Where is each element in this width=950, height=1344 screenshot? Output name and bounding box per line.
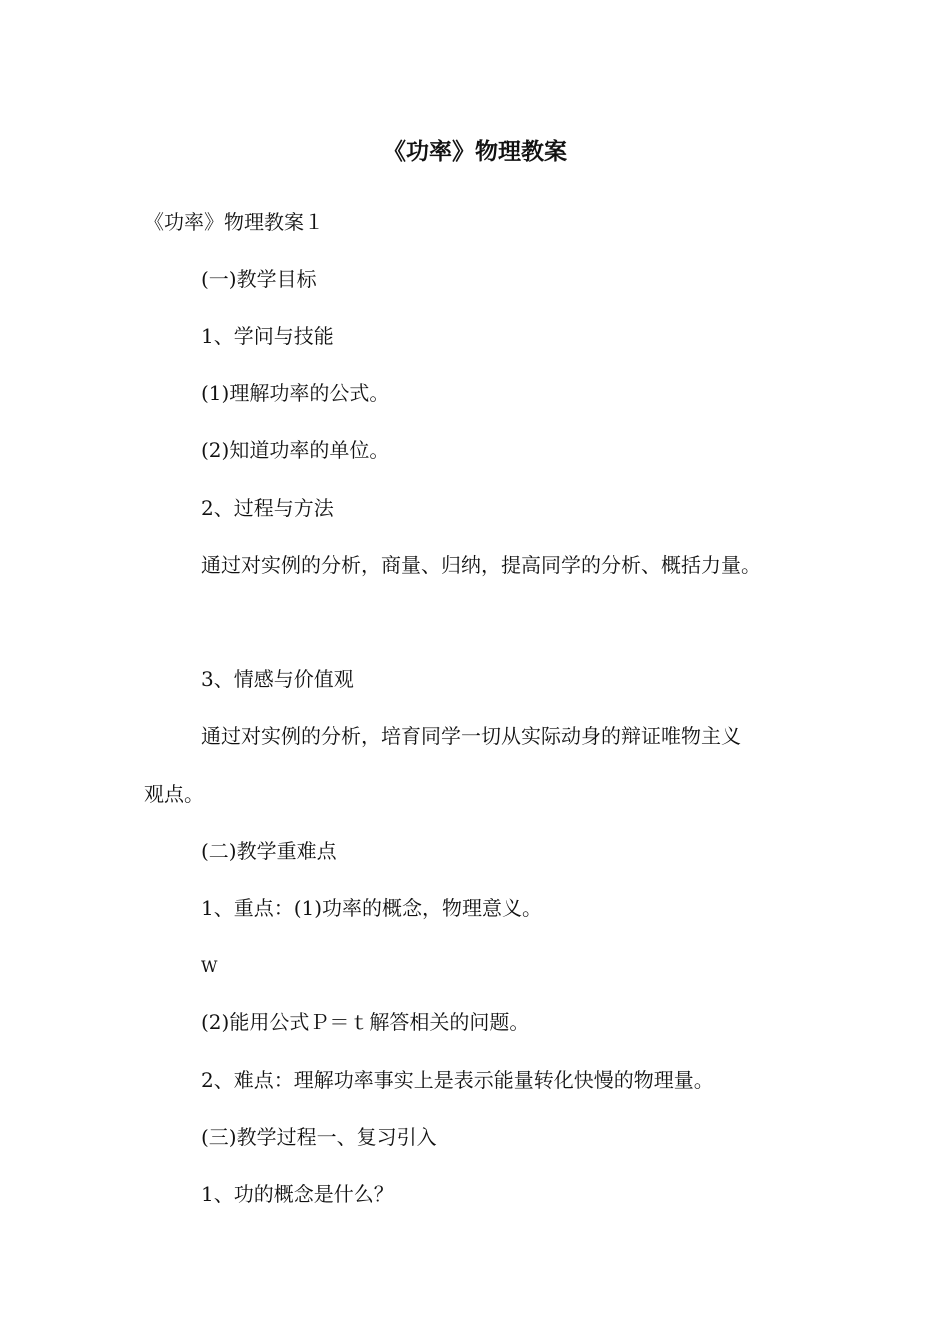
formula-numerator: W bbox=[201, 957, 218, 976]
paragraph-line: (1)理解功率的公式。 bbox=[201, 381, 390, 405]
paragraph-line: 观点。 bbox=[144, 782, 204, 806]
paragraph-line: 1、功的概念是什么？ bbox=[201, 1182, 394, 1206]
paragraph-line: 2、难点：理解功率事实上是表示能量转化快慢的物理量。 bbox=[201, 1068, 714, 1092]
paragraph-line: (2)能用公式Ｐ＝ｔ解答相关的问题。 bbox=[201, 1010, 530, 1034]
document-title: 《功率》物理教案 bbox=[383, 138, 567, 165]
paragraph-line: 3、情感与价值观 bbox=[201, 667, 354, 691]
paragraph-line: (三)教学过程一、复习引入 bbox=[201, 1125, 437, 1149]
paragraph-line: 通过对实例的分析，培育同学一切从实际动身的辩证唯物主义 bbox=[201, 724, 741, 748]
section-heading: 《功率》物理教案１ bbox=[144, 210, 324, 234]
paragraph-line: (2)知道功率的单位。 bbox=[201, 438, 390, 462]
paragraph-line: 1、重点：(1)功率的概念，物理意义。 bbox=[201, 896, 543, 920]
paragraph-line: (一)教学目标 bbox=[201, 267, 317, 291]
paragraph-line: 通过对实例的分析，商量、归纳，提高同学的分析、概括力量。 bbox=[201, 553, 761, 577]
paragraph-line: 2、过程与方法 bbox=[201, 496, 334, 520]
paragraph-line: 1、学问与技能 bbox=[201, 324, 334, 348]
paragraph-line: (二)教学重难点 bbox=[201, 839, 337, 863]
